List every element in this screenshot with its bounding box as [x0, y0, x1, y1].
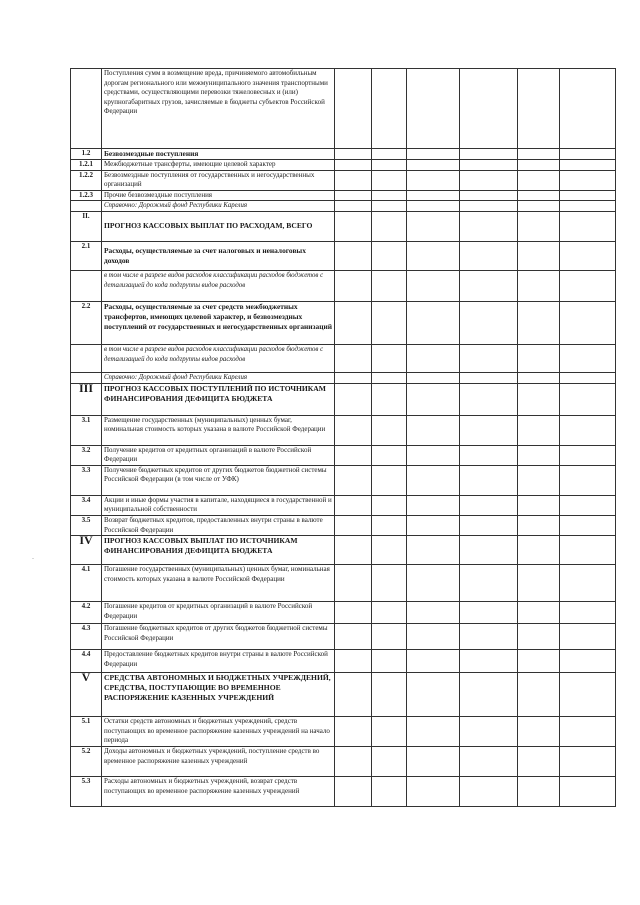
value-cell [335, 515, 372, 535]
table-row [71, 160, 616, 171]
value-cell [407, 149, 460, 160]
value-cell [460, 495, 518, 515]
value-cell [407, 465, 460, 495]
value-cell [407, 344, 460, 372]
value-cell [560, 149, 616, 160]
value-cell [518, 445, 560, 465]
value-cell [372, 515, 407, 535]
row-name: Безвозмездные поступления от государственных и негосударственных организаций [102, 170, 335, 190]
row-name: в том числе в разрезе видов расходов классификации расходов бюджетов с детализацией до кода подгруппы видов расходов [102, 344, 335, 372]
value-cell [335, 190, 372, 201]
value-cell [460, 344, 518, 372]
value-cell [372, 747, 407, 777]
value-cell [335, 747, 372, 777]
row-code: 1.2 [71, 149, 102, 160]
value-cell [407, 241, 460, 270]
value-cell [518, 383, 560, 415]
value-cell [518, 270, 560, 301]
value-cell [460, 201, 518, 212]
row-name: Погашение государственных (муниципальных) ценных бумаг, номинальная стоимость которых указана в валюте Российской Федерации [102, 565, 335, 602]
value-cell [518, 717, 560, 747]
value-cell [372, 190, 407, 201]
value-cell [560, 211, 616, 241]
value-cell [560, 344, 616, 372]
value-cell [560, 383, 616, 415]
value-cell [518, 650, 560, 673]
value-cell [460, 624, 518, 650]
value-cell [460, 160, 518, 171]
value-cell [372, 241, 407, 270]
row-code: 4.1 [71, 565, 102, 602]
value-cell [560, 270, 616, 301]
value-cell [372, 344, 407, 372]
value-cell [372, 465, 407, 495]
row-name: Остатки средств автономных и бюджетных учреждений, средств поступающих во временное распоряжение казенных учреждений на начало периода [102, 717, 335, 747]
value-cell [407, 717, 460, 747]
table-row [71, 445, 616, 465]
value-cell [372, 536, 407, 565]
row-name: ПРОГНОЗ КАССОВЫХ ВЫПЛАТ ПО ИСТОЧНИКАМ ФИНАНСИРОВАНИЯ ДЕФИЦИТА БЮДЖЕТА [102, 536, 335, 565]
value-cell [407, 301, 460, 344]
row-code: 4.3 [71, 624, 102, 650]
row-name: Получение кредитов от кредитных организаций в валюте Российской Федерации [102, 445, 335, 465]
table-row [71, 602, 616, 624]
row-code [71, 344, 102, 372]
row-code: 5.2 [71, 747, 102, 777]
value-cell [518, 170, 560, 190]
value-cell [460, 650, 518, 673]
value-cell [518, 515, 560, 535]
table-row [71, 149, 616, 160]
value-cell [407, 624, 460, 650]
table-row [71, 201, 616, 212]
row-name: Расходы, осуществляемые за счет средств межбюджетных трансфертов, имеющих целевой характер, и безвозмездных поступлений от государственных и негосударственных организаций [102, 301, 335, 344]
row-name: ПРОГНОЗ КАССОВЫХ ПОСТУПЛЕНИЙ ПО ИСТОЧНИКАМ ФИНАНСИРОВАНИЯ ДЕФИЦИТА БЮДЖЕТА [102, 383, 335, 415]
value-cell [335, 650, 372, 673]
value-cell [407, 565, 460, 602]
row-name: СРЕДСТВА АВТОНОМНЫХ И БЮДЖЕТНЫХ УЧРЕЖДЕНИЙ, СРЕДСТВА, ПОСТУПАЮЩИЕ ВО ВРЕМЕННОЕ РАСПОРЯЖЕНИЕ КАЗЕННЫХ УЧРЕЖДЕНИЙ [102, 673, 335, 717]
value-cell [460, 383, 518, 415]
value-cell [335, 211, 372, 241]
value-cell [335, 69, 372, 149]
table-row [71, 211, 616, 241]
value-cell [560, 650, 616, 673]
value-cell [407, 747, 460, 777]
value-cell [560, 445, 616, 465]
value-cell [372, 149, 407, 160]
value-cell [335, 372, 372, 383]
value-cell [460, 777, 518, 807]
value-cell [372, 211, 407, 241]
value-cell [518, 602, 560, 624]
row-code [71, 201, 102, 212]
value-cell [560, 673, 616, 717]
value-cell [335, 344, 372, 372]
value-cell [372, 495, 407, 515]
value-cell [372, 383, 407, 415]
value-cell [460, 149, 518, 160]
row-name: Доходы автономных и бюджетных учреждений, поступление средств во временное распоряжение казенных учреждений [102, 747, 335, 777]
value-cell [407, 673, 460, 717]
value-cell [335, 565, 372, 602]
value-cell [518, 190, 560, 201]
row-code: 2.1 [71, 241, 102, 270]
value-cell [460, 445, 518, 465]
value-cell [460, 602, 518, 624]
value-cell [560, 301, 616, 344]
table-row [71, 190, 616, 201]
value-cell [518, 495, 560, 515]
table-row [71, 69, 616, 149]
value-cell [460, 747, 518, 777]
row-code: 1.2.1 [71, 160, 102, 171]
value-cell [335, 602, 372, 624]
table-row [71, 747, 616, 777]
row-code: 2.2 [71, 301, 102, 344]
value-cell [372, 415, 407, 445]
value-cell [335, 241, 372, 270]
value-cell [372, 717, 407, 747]
value-cell [560, 747, 616, 777]
value-cell [560, 69, 616, 149]
value-cell [460, 515, 518, 535]
value-cell [372, 602, 407, 624]
value-cell [560, 536, 616, 565]
value-cell [372, 170, 407, 190]
value-cell [518, 465, 560, 495]
value-cell [560, 515, 616, 535]
value-cell [407, 383, 460, 415]
value-cell [372, 301, 407, 344]
table-row [71, 415, 616, 445]
value-cell [335, 536, 372, 565]
value-cell [335, 495, 372, 515]
value-cell [518, 241, 560, 270]
row-code: 4.4 [71, 650, 102, 673]
value-cell [460, 673, 518, 717]
value-cell [460, 415, 518, 445]
table-row [71, 650, 616, 673]
value-cell [407, 536, 460, 565]
value-cell [560, 565, 616, 602]
value-cell [407, 650, 460, 673]
value-cell [460, 190, 518, 201]
value-cell [460, 301, 518, 344]
value-cell [518, 624, 560, 650]
value-cell [560, 201, 616, 212]
row-name: Предоставление бюджетных кредитов внутри страны в валюте Российской Федерации [102, 650, 335, 673]
row-name: Справочно: Дорожный фонд Республики Карелия [102, 201, 335, 212]
value-cell [407, 372, 460, 383]
value-cell [460, 170, 518, 190]
row-code [71, 69, 102, 149]
row-code: 3.2 [71, 445, 102, 465]
row-code: IV [71, 536, 102, 565]
value-cell [518, 344, 560, 372]
value-cell [407, 415, 460, 445]
value-cell [335, 777, 372, 807]
value-cell [560, 777, 616, 807]
row-code: 1.2.3 [71, 190, 102, 201]
value-cell [407, 777, 460, 807]
value-cell [407, 69, 460, 149]
value-cell [460, 717, 518, 747]
value-cell [560, 190, 616, 201]
row-name: Расходы, осуществляемые за счет налоговых и неналоговых доходов [102, 241, 335, 270]
value-cell [372, 372, 407, 383]
value-cell [372, 445, 407, 465]
value-cell [335, 149, 372, 160]
value-cell [560, 415, 616, 445]
row-name: Размещение государственных (муниципальных) ценных бумаг, номинальная стоимость которых указана в валюте Российской Федерации [102, 415, 335, 445]
row-code: III [71, 383, 102, 415]
value-cell [518, 301, 560, 344]
value-cell [560, 241, 616, 270]
row-code: V [71, 673, 102, 717]
row-name: Поступления сумм в возмещение вреда, причиняемого автомобильным дорогам регионального или межмуниципального значения транспортными средствами, осуществляющими перевозки тяжеловесных и (или) крупногабаритных грузов, зачисляемые в бюджеты субъектов Российской Федерации [102, 69, 335, 149]
value-cell [560, 495, 616, 515]
value-cell [372, 673, 407, 717]
row-name: ПРОГНОЗ КАССОВЫХ ВЫПЛАТ ПО РАСХОДАМ, ВСЕГО [102, 211, 335, 241]
value-cell [518, 160, 560, 171]
row-name: Получение бюджетных кредитов от других бюджетов бюджетной системы Российской Федерации (в том числе от УФК) [102, 465, 335, 495]
value-cell [407, 515, 460, 535]
value-cell [460, 270, 518, 301]
value-cell [460, 372, 518, 383]
value-cell [372, 69, 407, 149]
value-cell [407, 211, 460, 241]
value-cell [335, 270, 372, 301]
value-cell [560, 170, 616, 190]
value-cell [518, 747, 560, 777]
value-cell [407, 445, 460, 465]
row-name: Погашение бюджетных кредитов от других бюджетов бюджетной системы Российской Федерации [102, 624, 335, 650]
value-cell [372, 777, 407, 807]
value-cell [460, 241, 518, 270]
row-code [71, 270, 102, 301]
page-margin-mark: - [32, 556, 34, 562]
row-name: Погашение кредитов от кредитных организаций в валюте Российской Федерации [102, 602, 335, 624]
table-row [71, 170, 616, 190]
table-row [71, 270, 616, 301]
value-cell [335, 624, 372, 650]
value-cell [335, 673, 372, 717]
row-name: Расходы автономных и бюджетных учреждений, возврат средств поступающих во временное распоряжение казенных учреждений [102, 777, 335, 807]
value-cell [335, 170, 372, 190]
value-cell [407, 170, 460, 190]
row-name: Безвозмездные поступления [102, 149, 335, 160]
value-cell [335, 160, 372, 171]
value-cell [560, 465, 616, 495]
table-row [71, 515, 616, 535]
table-row [71, 372, 616, 383]
value-cell [518, 415, 560, 445]
value-cell [407, 495, 460, 515]
value-cell [407, 201, 460, 212]
value-cell [460, 536, 518, 565]
value-cell [335, 717, 372, 747]
value-cell [372, 565, 407, 602]
value-cell [518, 536, 560, 565]
value-cell [335, 301, 372, 344]
row-name: Акции и иные формы участия в капитале, находящиеся в государственной и муниципальной собственности [102, 495, 335, 515]
row-code: II. [71, 211, 102, 241]
value-cell [407, 160, 460, 171]
row-code: 4.2 [71, 602, 102, 624]
value-cell [460, 465, 518, 495]
row-name: Справочно: Дорожный фонд Республики Карелия [102, 372, 335, 383]
table-row [71, 673, 616, 717]
row-name: Возврат бюджетных кредитов, предоставленных внутри страны в валюте Российской Федерации [102, 515, 335, 535]
table-row [71, 383, 616, 415]
row-code: 5.3 [71, 777, 102, 807]
table-row [71, 624, 616, 650]
value-cell [518, 149, 560, 160]
value-cell [560, 624, 616, 650]
table-row [71, 301, 616, 344]
value-cell [372, 650, 407, 673]
row-code: 1.2.2 [71, 170, 102, 190]
table-row [71, 777, 616, 807]
value-cell [372, 624, 407, 650]
row-code: 5.1 [71, 717, 102, 747]
value-cell [518, 673, 560, 717]
table-row [71, 495, 616, 515]
value-cell [560, 602, 616, 624]
value-cell [518, 777, 560, 807]
value-cell [372, 160, 407, 171]
value-cell [518, 565, 560, 602]
value-cell [407, 190, 460, 201]
table-row [71, 717, 616, 747]
row-code: 3.4 [71, 495, 102, 515]
value-cell [518, 211, 560, 241]
table-row [71, 536, 616, 565]
value-cell [407, 602, 460, 624]
value-cell [560, 160, 616, 171]
value-cell [560, 717, 616, 747]
row-name: Межбюджетные трансферты, имеющие целевой характер [102, 160, 335, 171]
value-cell [335, 383, 372, 415]
value-cell [460, 69, 518, 149]
value-cell [335, 201, 372, 212]
value-cell [460, 211, 518, 241]
value-cell [372, 270, 407, 301]
table-row [71, 465, 616, 495]
cash-forecast-table [70, 68, 616, 807]
table-row [71, 241, 616, 270]
value-cell [335, 415, 372, 445]
value-cell [335, 465, 372, 495]
row-name: Прочие безвозмездные поступления [102, 190, 335, 201]
value-cell [372, 201, 407, 212]
row-code: 3.1 [71, 415, 102, 445]
value-cell [460, 565, 518, 602]
table-row [71, 344, 616, 372]
value-cell [518, 201, 560, 212]
row-name: в том числе в разрезе видов расходов классификации расходов бюджетов с детализацией до кода подгруппы видов расходов [102, 270, 335, 301]
row-code: 3.3 [71, 465, 102, 495]
row-code: 3.5 [71, 515, 102, 535]
value-cell [560, 372, 616, 383]
value-cell [407, 270, 460, 301]
value-cell [518, 69, 560, 149]
table-row [71, 565, 616, 602]
value-cell [335, 445, 372, 465]
value-cell [518, 372, 560, 383]
